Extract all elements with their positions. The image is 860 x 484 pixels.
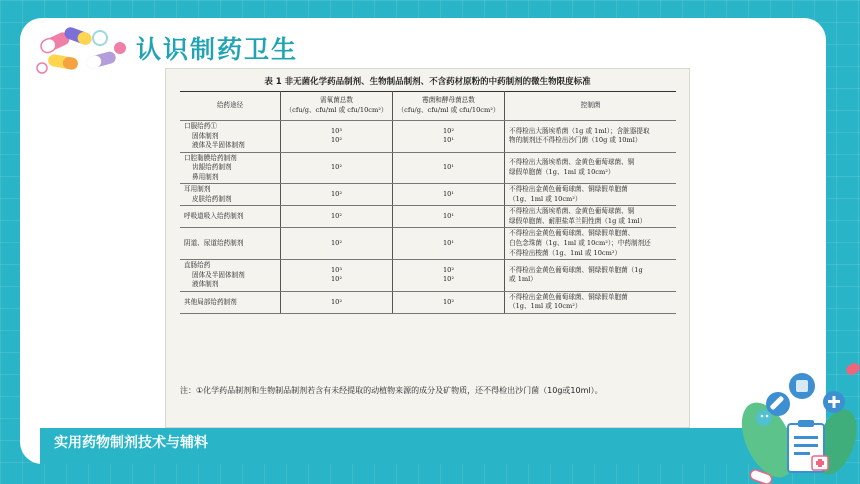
cell-aerobic: 10² — [281, 206, 393, 228]
cell-control: 不得检出大肠埃希菌、金黄色葡萄球菌、铜 绿假单胞菌（1g、1ml 或 10cm²） — [505, 152, 677, 184]
table-row — [180, 228, 676, 260]
cell-route: 耳用制剂 皮肤给药制剂 — [180, 184, 281, 206]
cell-route: 其他局部给药制剂 — [180, 291, 281, 313]
cell-route: 口腔黏膜给药制剂 齿龈给药制剂 鼻用制剂 — [180, 152, 281, 184]
cell-aerobic: 10³ 10² — [281, 121, 393, 153]
table-row — [180, 152, 676, 184]
cell-control: 不得检出大肠埃希菌（1g 或 1ml）；含脏器提取 物的制剂还不得检出沙门菌（10g 或 10ml） — [505, 121, 677, 153]
header-aerobic: 需氧菌总数 （cfu/g、cfu/ml 或 cfu/10cm²） — [281, 92, 393, 121]
header-route: 给药途径 — [180, 92, 281, 121]
cell-control: 不得检出金黄色葡萄球菌、铜绿假单胞菌 （1g、1ml 或 10cm²） — [505, 291, 677, 313]
header-mold: 霉菌和酵母菌总数 （cfu/g、cfu/ml 或 cfu/10cm²） — [393, 92, 505, 121]
cell-mold: 10² 10¹ — [393, 121, 505, 153]
document-image — [165, 68, 690, 428]
cell-mold: 10¹ — [393, 152, 505, 184]
cell-mold: 10² — [393, 291, 505, 313]
table-row — [180, 206, 676, 228]
table-caption: 表 1 非无菌化学药品制剂、生物制品制剂、不含药材原粉的中药制剂的微生物限度标准 — [264, 77, 591, 87]
cell-control: 不得检出金黄色葡萄球菌、铜绿假单胞菌 （1g、1ml 或 10cm²） — [505, 184, 677, 206]
table-row — [180, 121, 676, 153]
pills-icon — [36, 26, 132, 76]
table-header-row — [180, 92, 676, 121]
table-row — [180, 260, 676, 292]
cell-control: 不得检出大肠埃希菌、金黄色葡萄球菌、铜 绿假单胞菌、耐胆盐革兰阴性菌（1g 或 1ml） — [505, 206, 677, 228]
table-row — [180, 291, 676, 313]
cell-route: 口服给药① 固体制剂 液体及半固体制剂 — [180, 121, 281, 153]
page-title: 认识制药卫生 — [136, 35, 299, 64]
cell-control: 不得检出金黄色葡萄球菌、铜绿假单胞菌、 白色念珠菌（1g、1ml 或 10cm²）；中药制剂还 不得检出梭菌（1g、1ml 或 10cm²） — [505, 228, 677, 260]
header-control: 控制菌 — [505, 92, 677, 121]
cell-route: 呼吸道吸入给药制剂 — [180, 206, 281, 228]
cell-mold: 10¹ — [393, 184, 505, 206]
medical-illustration-icon — [738, 360, 860, 484]
cell-mold: 10¹ — [393, 228, 505, 260]
cell-route: 直肠给药 固体及半固体制剂 液体制剂 — [180, 260, 281, 292]
cell-control: 不得检出金黄色葡萄球菌、铜绿假单胞菌（1g 或 1ml） — [505, 260, 677, 292]
cell-mold: 10¹ — [393, 206, 505, 228]
table-row — [180, 184, 676, 206]
cell-aerobic: 10² — [281, 291, 393, 313]
cell-mold: 10² 10² — [393, 260, 505, 292]
cell-aerobic: 10² — [281, 152, 393, 184]
footer-label: 实用药物制剂技术与辅料 — [54, 435, 208, 451]
cell-aerobic: 10² — [281, 228, 393, 260]
cell-aerobic: 10³ 10² — [281, 260, 393, 292]
cell-aerobic: 10² — [281, 184, 393, 206]
microbial-limit-table — [180, 91, 676, 314]
table-body — [180, 121, 676, 314]
cell-route: 阴道、尿道给药制剂 — [180, 228, 281, 260]
table-footnote: 注：①化学药品制剂和生物制品制剂若含有未经提取的动植物来源的成分及矿物质，还不得检出沙门菌（10g或10ml）。 — [180, 386, 603, 395]
